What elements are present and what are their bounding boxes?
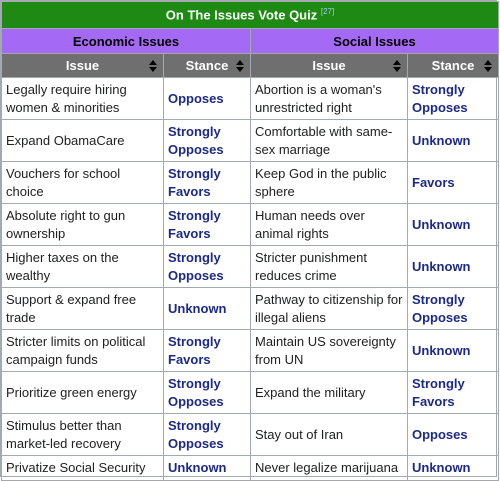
column-header-social-stance[interactable]: [408, 54, 499, 78]
table-row: [2, 414, 499, 456]
category-economic: Economic Issues: [2, 29, 251, 54]
category-social: Social Issues: [251, 29, 499, 54]
table-title: [2, 2, 499, 29]
social-issue-cell: Human needs over animal rights: [251, 204, 408, 246]
econ-stance-cell: Strongly Opposes: [164, 246, 251, 288]
table-row: [2, 330, 499, 372]
econ-stance-cell: Strongly Opposes: [164, 372, 251, 414]
econ-stance-cell: Strongly Favors: [164, 330, 251, 372]
econ-stance-cell: Strongly Favors: [164, 162, 251, 204]
table-row: [2, 246, 499, 288]
social-stance-cell: Strongly Opposes: [408, 288, 499, 330]
column-header-label: Issue: [312, 58, 346, 73]
social-stance-cell: Strongly Favors: [408, 372, 499, 414]
econ-issue-cell: Stricter limits on political campaign funds: [2, 330, 164, 372]
column-header-label: Stance: [431, 58, 475, 73]
column-header-label: Stance: [185, 58, 229, 73]
social-issue-cell: Never legalize marijuana: [251, 456, 408, 481]
table-row: [2, 120, 499, 162]
social-stance-cell: Unknown: [408, 330, 499, 372]
econ-issue-cell: Prioritize green energy: [2, 372, 164, 414]
social-stance-cell: Strongly Opposes: [408, 78, 499, 120]
social-issue-cell: Abortion is a woman's unrestricted right: [251, 78, 408, 120]
econ-stance-cell: Strongly Opposes: [164, 414, 251, 456]
econ-issue-cell: Support & expand free trade: [2, 288, 164, 330]
econ-stance-cell: Unknown: [164, 456, 251, 481]
econ-stance-cell: Strongly Opposes: [164, 120, 251, 162]
social-stance-cell: Unknown: [408, 246, 499, 288]
econ-stance-cell: Unknown: [164, 288, 251, 330]
social-issue-cell: Stricter punishment reduces crime: [251, 246, 408, 288]
social-stance-cell: Unknown: [408, 204, 499, 246]
social-stance-cell: Unknown: [408, 456, 499, 481]
econ-issue-cell: Vouchers for school choice: [2, 162, 164, 204]
social-issue-cell: Maintain US sovereignty from UN: [251, 330, 408, 372]
sort-icon[interactable]: [393, 60, 401, 72]
social-issue-cell: Pathway to citizenship for illegal aliens: [251, 288, 408, 330]
sort-icon[interactable]: [236, 60, 244, 72]
table-row: [2, 78, 499, 120]
column-header-econ-stance[interactable]: [164, 54, 251, 78]
social-issue-cell: Expand the military: [251, 372, 408, 414]
social-issue-cell: Stay out of Iran: [251, 414, 408, 456]
table-title-text: On The Issues Vote Quiz: [165, 7, 318, 23]
econ-issue-cell: Expand ObamaCare: [2, 120, 164, 162]
econ-issue-cell: Privatize Social Security: [2, 456, 164, 481]
table-row: [2, 288, 499, 330]
econ-issue-cell: Legally require hiring women & minorities: [2, 78, 164, 120]
table-row: [2, 204, 499, 246]
social-issue-cell: Keep God in the public sphere: [251, 162, 408, 204]
econ-stance-cell: Opposes: [164, 78, 251, 120]
column-header-social-issue[interactable]: [251, 54, 408, 78]
column-header-label: Issue: [65, 58, 100, 73]
econ-issue-cell: Stimulus better than market-led recovery: [2, 414, 164, 456]
table-row: [2, 372, 499, 414]
social-issue-cell: Comfortable with same-sex marriage: [251, 120, 408, 162]
social-stance-cell: Opposes: [408, 414, 499, 456]
econ-issue-cell: Higher taxes on the wealthy: [2, 246, 164, 288]
column-header-econ-issue[interactable]: [2, 54, 164, 78]
vote-quiz-table: [1, 1, 499, 481]
sort-icon[interactable]: [149, 60, 157, 72]
social-stance-cell: Favors: [408, 162, 499, 204]
sort-icon[interactable]: [484, 60, 492, 72]
econ-issue-cell: Absolute right to gun ownership: [2, 204, 164, 246]
econ-stance-cell: Strongly Favors: [164, 204, 251, 246]
reference-link[interactable]: [27]: [320, 7, 335, 17]
social-stance-cell: Unknown: [408, 120, 499, 162]
table-row: [2, 162, 499, 204]
